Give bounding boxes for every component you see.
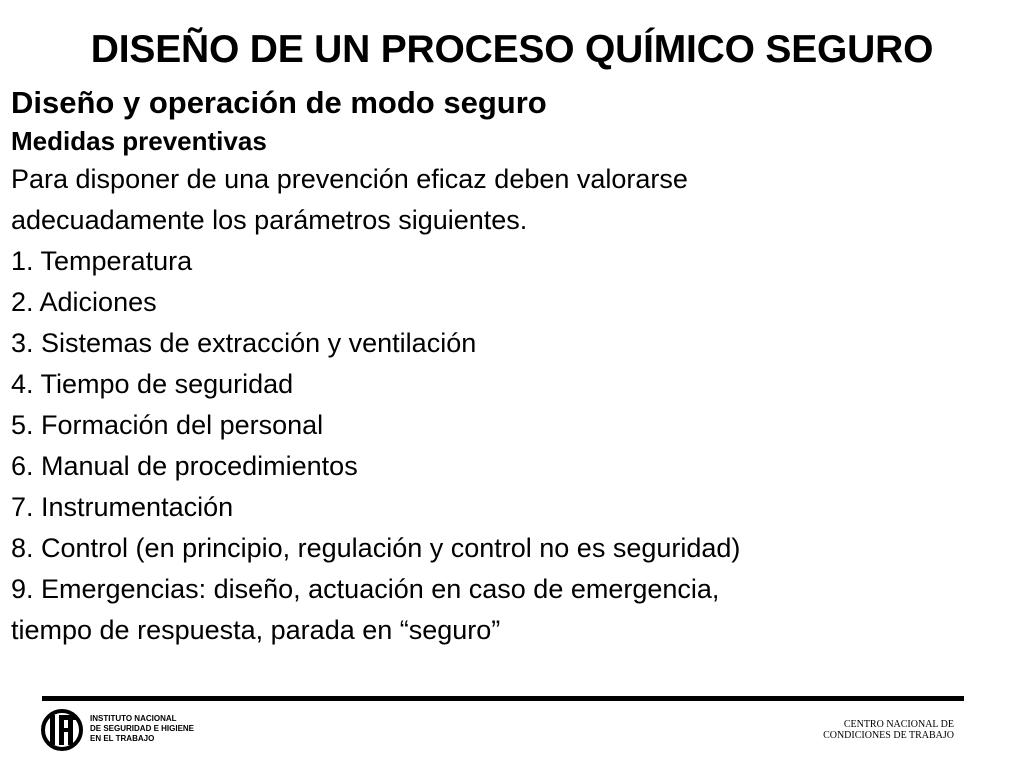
logo-line: INSTITUTO NACIONAL: [90, 714, 177, 723]
parameter-list: [11, 241, 1011, 651]
list-item: 1. Temperatura: [11, 246, 193, 276]
section-heading: Medidas preventivas: [11, 126, 267, 156]
logo-line: EN EL TRABAJO: [90, 734, 155, 743]
list-item: 7. Instrumentación: [11, 492, 234, 522]
insht-logo-text: [90, 714, 194, 744]
list-item: 6. Manual de procedimientos: [11, 451, 358, 481]
list-item: 3. Sistemas de extracción y ventilación: [11, 328, 477, 358]
insht-emblem-icon: [40, 706, 86, 754]
slide-content: [11, 83, 1011, 651]
intro-line: adecuadamente los parámetros siguientes.: [11, 205, 528, 235]
centro-line: CONDICIONES DE TRABAJO: [823, 730, 954, 741]
list-item: 8. Control (en principio, regulación y control no es seguridad): [11, 533, 741, 563]
logo-line: DE SEGURIDAD E HIGIENE: [90, 724, 195, 733]
slide-title: DISEÑO DE UN PROCESO QUÍMICO SEGURO: [90, 28, 934, 71]
slide-subtitle: Diseño y operación de modo seguro: [11, 85, 547, 120]
insht-logo: [40, 706, 200, 754]
list-item: 4. Tiempo de seguridad: [11, 369, 294, 399]
centro-line: CENTRO NACIONAL DE: [843, 719, 954, 730]
list-item: 5. Formación del personal: [11, 410, 324, 440]
list-item: 9. Emergencias: diseño, actuación en caso de emergencia,: [11, 574, 720, 604]
footer-divider: [42, 696, 964, 701]
centro-nacional-label: [780, 719, 954, 741]
intro-line: Para disponer de una prevención eficaz deben valorarse: [11, 164, 688, 194]
list-item-continuation: tiempo de respuesta, parada en “seguro”: [11, 615, 501, 645]
list-item: 2. Adiciones: [11, 287, 157, 317]
